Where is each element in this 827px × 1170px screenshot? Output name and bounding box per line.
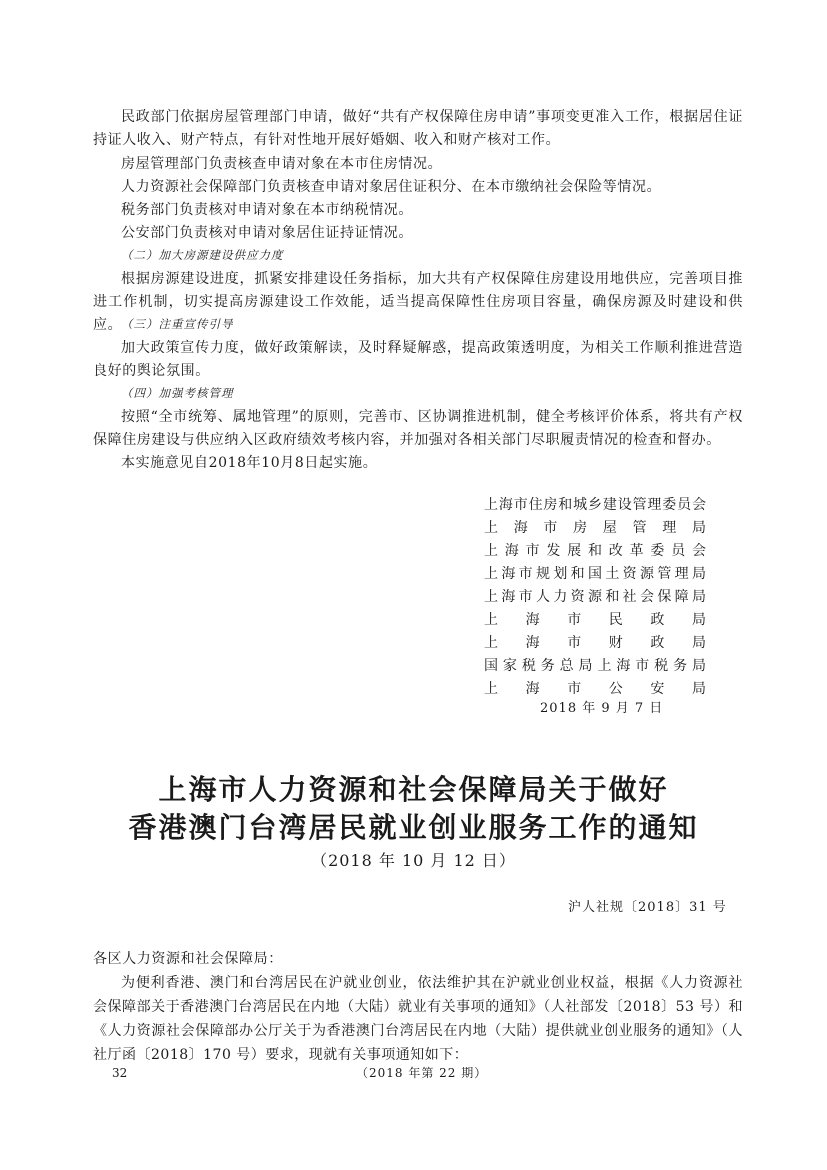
signatory: 上海市房屋管理局 — [484, 520, 706, 536]
paragraph-effective-date: 本实施意见自2018年10月8日起实施。 — [121, 455, 378, 471]
notice-body: 为便利香港、澳门和台湾居民在沪就业创业，依法维护其在沪就业创业权益，根据《人力资源社会保障部关于香港澳门台湾居民在内地（大陆）就业有关事项的通知》（人社部发〔2018〕53 号）和《人力资源社会保障部办公厅关于为香港澳门台湾居民在内地（大陆）提供就业创业服务的通知》（人社厅函〔2018〕170 号）要求，现就有关事项通知如下： — [93, 975, 743, 1063]
paragraph-police-dept: 公安部门负责核对申请对象居住证持证情况。 — [121, 225, 413, 241]
signatory: 上海市规划和国土资源管理局 — [484, 566, 706, 582]
signatory: 上海市公安局 — [484, 681, 706, 697]
signatory: 上海市财政局 — [484, 635, 706, 651]
section-heading-4: （四）加强考核管理 — [121, 386, 234, 400]
signatory: 上海市民政局 — [484, 612, 706, 628]
paragraph-hr-dept: 人力资源社会保障部门负责核查申请对象居住证积分、在本市缴纳社会保险等情况。 — [121, 179, 662, 195]
notice-title-line-1: 上海市人力资源和社会保障局关于做好 — [158, 773, 669, 806]
signatory: 上海市发展和改革委员会 — [484, 543, 706, 559]
notice-title-line-2: 香港澳门台湾居民就业创业服务工作的通知 — [128, 811, 699, 844]
signatory: 上海市住房和城乡建设管理委员会 — [484, 497, 706, 513]
paragraph-publicity: 加大政策宣传力度，做好政策解读，及时释疑解惑，提高政策透明度，为相关工作顺利推进营造良好的舆论氛围。 — [93, 340, 743, 379]
salutation: 各区人力资源和社会保障局： — [93, 951, 283, 967]
document-number: 沪人社规〔2018〕31 号 — [568, 900, 727, 915]
paragraph-assessment: 按照“全市统筹、属地管理”的原则，完善市、区协调推进机制，健全考核评价体系，将共有产权保障住房建设与供应纳入区政府绩效考核内容，并加强对各相关部门尽职履责情况的检查和督办。 — [93, 409, 743, 448]
issue-label: （2018 年第 22 期） — [356, 1066, 488, 1080]
notice-date: （2018 年 10 月 12 日） — [311, 851, 516, 870]
paragraph-civil-affairs: 民政部门依据房屋管理部门申请，做好“共有产权保障住房申请”事项变更准入工作，根据居住证持证人收入、财产特点，有针对性地开展好婚姻、收入和财产核对工作。 — [93, 109, 743, 148]
section-heading-3: （三）注重宣传引导 — [121, 317, 234, 331]
signature-date: 2018 年 9 月 7 日 — [540, 701, 664, 716]
section-heading-2: （二）加大房源建设供应力度 — [121, 248, 284, 262]
signatory: 国家税务总局上海市税务局 — [484, 658, 706, 674]
signatory: 上海市人力资源和社会保障局 — [484, 589, 706, 605]
page-number: 32 — [112, 1066, 128, 1080]
paragraph-tax-dept: 税务部门负责核对申请对象在本市纳税情况。 — [121, 202, 413, 218]
paragraph-housing-dept: 房屋管理部门负责核查申请对象在本市住房情况。 — [121, 156, 443, 172]
paragraph-housing-supply: 根据房源建设进度，抓紧安排建设任务指标，加大共有产权保障住房建设用地供应，完善项目推进工作机制，切实提高房源建设工作效能，适当提高保障性住房项目容量，确保房源及时建设和供应。 — [93, 271, 743, 333]
